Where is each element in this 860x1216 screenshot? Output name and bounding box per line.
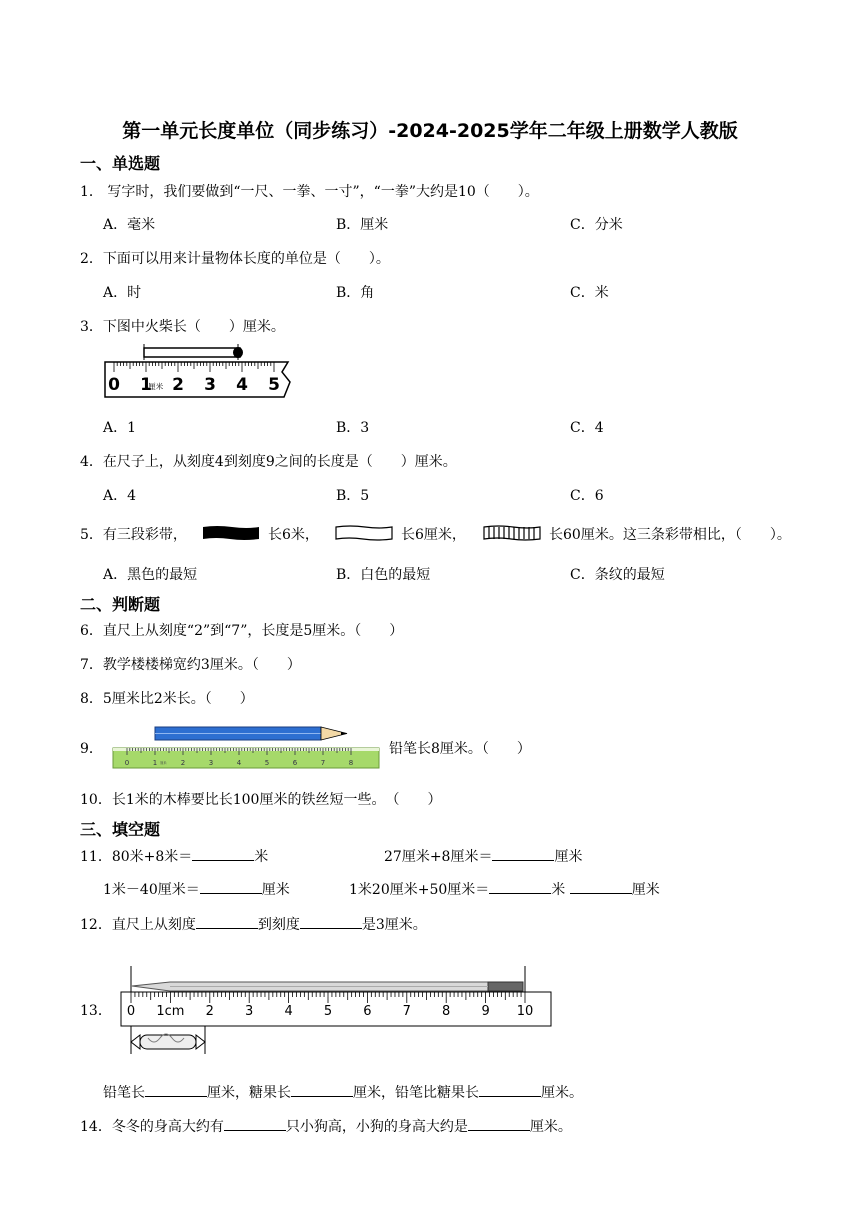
- q5-black-text: 长6米，: [268, 527, 319, 543]
- section-heading-true-false: 二、判断题: [80, 595, 161, 614]
- q12-blank-2[interactable]: [300, 914, 362, 929]
- ruler-tick-label: 4: [236, 375, 248, 395]
- question-1: 1． 写字时，我们要做到“一尺、一拳、一寸”，“一拳”大约是10（ ）。: [80, 184, 539, 200]
- ruler-tick-label: 0: [124, 759, 130, 767]
- q5-option-a[interactable]: A．黑色的最短: [103, 567, 198, 583]
- ruler-tick-label: 3: [208, 759, 214, 767]
- ruler-tick-label: 4: [236, 759, 242, 767]
- ruler-tick-label: 7: [402, 1004, 411, 1019]
- question-4: 4．在尺子上，从刻度4到刻度9之间的长度是（ ）厘米。: [80, 454, 457, 470]
- question-11-part-3: [103, 879, 290, 899]
- q11-p4-unit-2: 厘米: [631, 882, 660, 898]
- q13-text-d: 厘米。: [541, 1085, 583, 1101]
- striped-ribbon-icon: [483, 525, 541, 541]
- section-heading-fill-blank: 三、填空题: [80, 820, 161, 839]
- q13-text-b: 厘米，糖果长: [207, 1085, 291, 1101]
- q11-p4-blank-2[interactable]: [570, 879, 632, 894]
- question-13-number: 13．: [80, 1003, 112, 1019]
- question-13-text: [103, 1082, 583, 1102]
- q11-p2-prefix: 27厘米+8厘米＝: [384, 849, 493, 865]
- q3-ruler-figure: [104, 342, 294, 404]
- q13-blank-2[interactable]: [291, 1082, 353, 1097]
- q2-option-c[interactable]: C．米: [570, 285, 609, 301]
- q4-option-c[interactable]: C．6: [570, 488, 604, 504]
- ruler-tick-label: 8: [348, 759, 354, 767]
- q13-text-c: 厘米，铅笔比糖果长: [353, 1085, 479, 1101]
- q12-middle: 到刻度: [257, 917, 300, 933]
- q5-option-c[interactable]: C．条纹的最短: [570, 567, 665, 583]
- q5-white-text: 长6厘米，: [401, 527, 466, 543]
- ruler-tick-label: 0: [126, 1004, 136, 1019]
- q4-option-b[interactable]: B．5: [336, 488, 370, 504]
- question-14: [80, 1116, 572, 1136]
- q3-option-a[interactable]: A．1: [103, 420, 137, 436]
- ruler-unit-label: 厘米: [147, 382, 164, 391]
- ruler-tick-label: 5: [264, 759, 270, 767]
- q11-p2-unit: 厘米: [554, 849, 583, 865]
- q14-text-a: 14．冬冬的身高大约有: [80, 1119, 224, 1135]
- q14-blank-2[interactable]: [468, 1116, 530, 1131]
- question-3: 3．下图中火柴长（ ）厘米。: [80, 319, 285, 335]
- q11-p1-blank[interactable]: [192, 846, 254, 861]
- q14-blank-1[interactable]: [224, 1116, 286, 1131]
- q2-option-a[interactable]: A．时: [103, 285, 142, 301]
- question-5-lead: 5．有三段彩带，: [80, 527, 187, 543]
- q11-p1-unit: 米: [254, 849, 269, 865]
- ruler-tick-label: 1cm: [156, 1004, 185, 1019]
- q9-pencil-ruler-figure: [113, 722, 381, 770]
- ruler-tick-label: 6: [363, 1004, 372, 1019]
- q11-p4-blank-1[interactable]: [489, 879, 551, 894]
- ruler-tick-label: 10: [516, 1004, 534, 1019]
- q5-option-b[interactable]: B．白色的最短: [336, 567, 431, 583]
- q11-p2-blank[interactable]: [492, 846, 554, 861]
- ruler-tick-label: 2: [205, 1004, 214, 1019]
- question-11-part-1: [80, 846, 268, 866]
- q12-prefix: 12．直尺上从刻度: [80, 917, 196, 933]
- q3-option-b[interactable]: B．3: [336, 420, 370, 436]
- ruler-tick-label: 3: [204, 375, 216, 395]
- black-ribbon-icon: [202, 525, 260, 541]
- ruler-tick-label: 5: [323, 1004, 333, 1019]
- q1-option-b[interactable]: B．厘米: [336, 217, 389, 233]
- q13-ruler-figure: [118, 962, 554, 1062]
- question-11-part-2: [384, 846, 582, 866]
- ruler-tick-label: 1: [140, 375, 152, 395]
- q5-stripe-text: 长60厘米。这三条彩带相比，（ ）。: [549, 527, 791, 543]
- candy-icon: [131, 1034, 205, 1049]
- q2-option-b[interactable]: B．角: [336, 285, 375, 301]
- q4-option-a[interactable]: A．4: [103, 488, 137, 504]
- q11-p3-unit: 厘米: [261, 882, 290, 898]
- q13-blank-1[interactable]: [145, 1082, 207, 1097]
- question-9-text: 铅笔长8厘米。（ ）: [389, 741, 531, 757]
- q11-p3-blank[interactable]: [200, 879, 262, 894]
- q11-p4-unit-1: 米: [551, 882, 566, 898]
- question-2: 2．下面可以用来计量物体长度的单位是（ ）。: [80, 251, 390, 267]
- ruler-tick-label: 9: [481, 1004, 490, 1019]
- section-heading-single-choice: 一、单选题: [80, 154, 161, 173]
- ruler-tick-label: 0: [108, 375, 120, 395]
- question-6: 6．直尺上从刻度“2”到“7”，长度是5厘米。（ ）: [80, 623, 404, 639]
- ruler-unit-label: 厘米: [160, 761, 167, 765]
- question-11-part-4: [349, 879, 660, 899]
- q11-p1-prefix: 11．80米+8米＝: [80, 849, 193, 865]
- q11-p3-prefix: 1米－40厘米＝: [103, 882, 200, 898]
- ruler-tick-label: 3: [245, 1004, 254, 1019]
- q13-text-a: 铅笔长: [103, 1085, 145, 1101]
- question-8: 8．5厘米比2米长。（ ）: [80, 691, 254, 707]
- matchstick-icon: [144, 348, 240, 357]
- q1-option-c[interactable]: C．分米: [570, 217, 623, 233]
- ruler-tick-label: 2: [172, 375, 184, 395]
- q3-option-c[interactable]: C．4: [570, 420, 604, 436]
- ruler-tick-label: 7: [320, 759, 326, 767]
- white-ribbon-icon: [335, 525, 393, 541]
- q13-blank-3[interactable]: [479, 1082, 541, 1097]
- q12-suffix: 是3厘米。: [361, 917, 427, 933]
- question-9-number: 9．: [80, 741, 103, 757]
- q12-blank-1[interactable]: [196, 914, 258, 929]
- ruler-tick-label: 8: [442, 1004, 451, 1019]
- ruler-tick-label: 2: [180, 759, 186, 767]
- question-12: [80, 914, 427, 934]
- q14-text-c: 厘米。: [529, 1119, 572, 1135]
- q1-option-a[interactable]: A．毫米: [103, 217, 156, 233]
- q14-text-b: 只小狗高，小狗的身高大约是: [285, 1119, 468, 1135]
- ruler-tick-label: 1: [152, 759, 158, 767]
- ruler-tick-label: 5: [268, 375, 280, 395]
- page-title: 第一单元长度单位（同步练习）-2024-2025学年二年级上册数学人教版: [122, 120, 738, 142]
- question-7: 7．教学楼楼梯宽约3厘米。（ ）: [80, 657, 301, 673]
- ruler-tick-label: 6: [292, 759, 298, 767]
- question-10: 10．长1米的木棒要比长100厘米的铁丝短一些。 （ ）: [80, 792, 442, 808]
- ruler-tick-label: 4: [284, 1004, 293, 1019]
- q11-p4-prefix: 1米20厘米+50厘米＝: [349, 882, 490, 898]
